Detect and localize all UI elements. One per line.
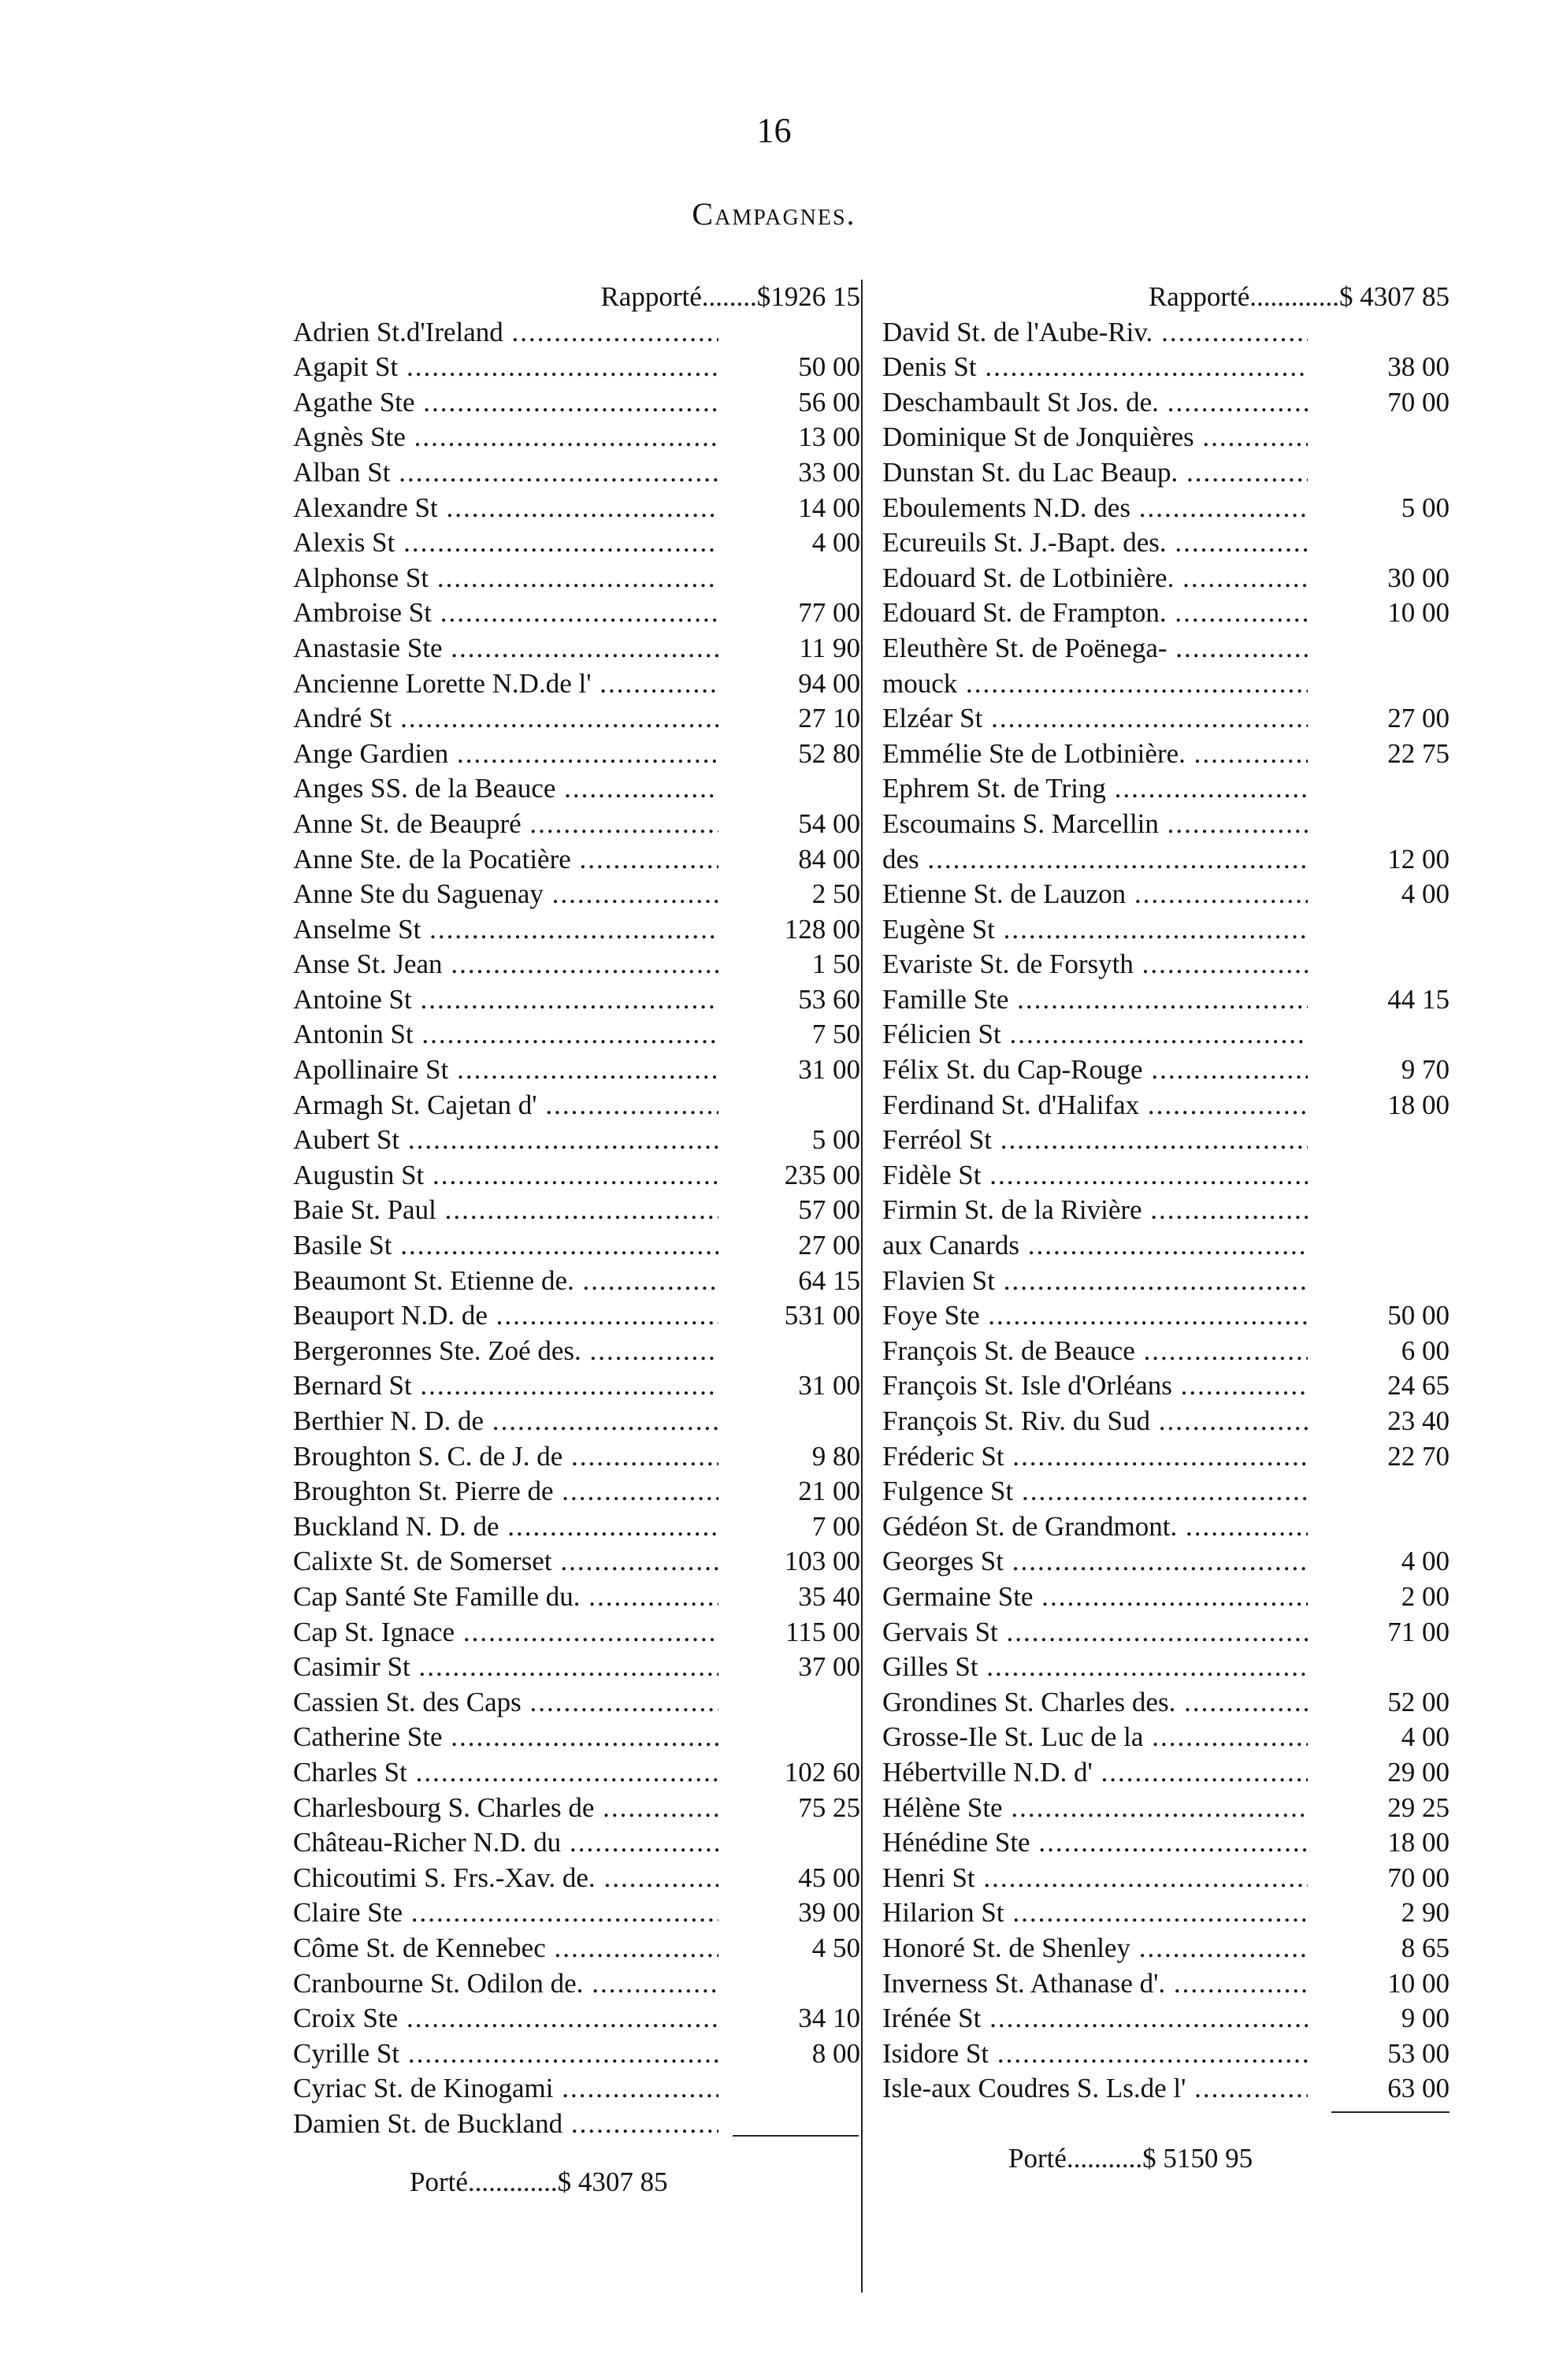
entry-name: Alexandre St .....: [293, 491, 718, 526]
entry-name: Fréderic St .....: [882, 1439, 1308, 1475]
entry-amount: 35 40: [729, 1580, 860, 1615]
entry-name: Hébertville N.D. d' .....: [882, 1755, 1308, 1791]
list-item: [293, 771, 860, 807]
entry-name: François St. Isle d'Orléans .....: [882, 1368, 1308, 1404]
entry-amount: 53 60: [729, 982, 860, 1018]
list-item: [882, 982, 1450, 1018]
list-item: [882, 947, 1450, 982]
list-item: [882, 1544, 1450, 1580]
list-item: [882, 842, 1450, 878]
list-item: [882, 2001, 1450, 2037]
entry-name: Cyrille St .....: [293, 2037, 718, 2072]
entry-name: Alexis St .....: [293, 525, 718, 561]
list-item: [882, 315, 1450, 351]
list-item: [882, 1334, 1450, 1369]
entry-amount: 18 00: [1319, 1825, 1450, 1861]
entry-name: Ecureuils St. J.-Bapt. des. .....: [882, 525, 1308, 561]
entry-name: aux Canards .....: [882, 1228, 1308, 1264]
list-item: [293, 385, 860, 421]
entry-name: Ferdinand St. d'Halifax .....: [882, 1088, 1308, 1123]
list-item: [293, 420, 860, 455]
list-item: [293, 561, 860, 596]
entry-name: Adrien St.d'Ireland .....: [293, 315, 718, 351]
list-item: [882, 912, 1450, 948]
list-item: [882, 877, 1450, 912]
right-total-rule: [1331, 2111, 1450, 2113]
list-item: [293, 1825, 860, 1861]
entry-amount: 22 70: [1319, 1439, 1450, 1475]
entry-name: Germaine Ste .....: [882, 1580, 1308, 1615]
column-divider: [861, 280, 863, 2293]
list-item: [882, 1088, 1450, 1123]
list-item: [882, 1580, 1450, 1615]
list-item: [882, 666, 1450, 702]
list-item: [882, 807, 1450, 842]
entry-amount: 56 00: [729, 385, 860, 421]
left-total-rule: [733, 2135, 859, 2137]
entry-name: Dunstan St. du Lac Beaup. .....: [882, 455, 1308, 491]
list-item: [882, 455, 1450, 491]
entry-amount: 50 00: [1319, 1298, 1450, 1334]
entry-name: François St. de Beauce .....: [882, 1334, 1308, 1369]
entry-amount: 53 00: [1319, 2037, 1450, 2072]
entry-name: Alban St .....: [293, 455, 718, 491]
list-item: [293, 1123, 860, 1158]
list-item: [293, 631, 860, 666]
list-item: [882, 1966, 1450, 2002]
entry-name: Ambroise St .....: [293, 596, 718, 631]
list-item: [293, 1580, 860, 1615]
entry-name: Gervais St .....: [882, 1615, 1308, 1650]
entry-name: Agapit St .....: [293, 350, 718, 385]
entry-amount: 4 00: [1319, 1720, 1450, 1755]
entry-amount: 70 00: [1319, 385, 1450, 421]
entry-amount: 27 00: [1319, 701, 1450, 737]
entry-name: Anne Ste. de la Pocatière .....: [293, 842, 718, 878]
list-item: [882, 350, 1450, 385]
entry-name: Damien St. de Buckland .....: [293, 2107, 718, 2142]
entry-name: David St. de l'Aube-Riv. .....: [882, 315, 1308, 351]
entry-name: Apollinaire St .....: [293, 1053, 718, 1088]
list-item: [293, 912, 860, 948]
entry-amount: 8 00: [729, 2037, 860, 2072]
list-item: [882, 1017, 1450, 1053]
entry-name: Cranbourne St. Odilon de. .....: [293, 1966, 718, 2002]
entry-name: Ancienne Lorette N.D.de l' .....: [293, 666, 718, 702]
entry-name: Irénée St .....: [882, 2001, 1308, 2037]
list-item: [882, 420, 1450, 455]
list-item: [293, 350, 860, 385]
entry-name: Edouard St. de Frampton. .....: [882, 596, 1308, 631]
list-item: [293, 525, 860, 561]
entry-name: Calixte St. de Somerset .....: [293, 1544, 718, 1580]
entry-name: Baie St. Paul .....: [293, 1193, 718, 1228]
entry-name: Edouard St. de Lotbinière. .....: [882, 561, 1308, 596]
entry-name: Eboulements N.D. des .....: [882, 491, 1308, 526]
entry-name: Famille Ste .....: [882, 982, 1308, 1018]
entry-name: Fidèle St .....: [882, 1158, 1308, 1194]
entry-amount: 1 50: [729, 947, 860, 982]
entry-name: Hélène Ste .....: [882, 1791, 1308, 1826]
list-item: [293, 1017, 860, 1053]
entry-amount: 5 00: [1319, 491, 1450, 526]
entry-amount: 4 50: [729, 1931, 860, 1966]
entry-name: Charlesbourg S. Charles de .....: [293, 1791, 718, 1826]
entry-name: Félicien St .....: [882, 1017, 1308, 1053]
entry-name: Cap Santé Ste Famille du. .....: [293, 1580, 718, 1615]
list-item: [882, 1404, 1450, 1439]
entry-name: Bernard St .....: [293, 1368, 718, 1404]
entry-amount: 21 00: [729, 1474, 860, 1509]
entry-amount: 531 00: [729, 1298, 860, 1334]
list-item: [293, 1334, 860, 1369]
entry-name: Beauport N.D. de .....: [293, 1298, 718, 1334]
entry-name: Isidore St .....: [882, 2037, 1308, 2072]
entry-name: Antoine St .....: [293, 982, 718, 1018]
entry-amount: 103 00: [729, 1544, 860, 1580]
list-item: [882, 1158, 1450, 1194]
list-item: [293, 1228, 860, 1264]
list-item: [293, 1755, 860, 1791]
list-item: [293, 315, 860, 351]
list-item: [293, 982, 860, 1018]
list-item: [293, 596, 860, 631]
entry-amount: 102 60: [729, 1755, 860, 1791]
entry-amount: 63 00: [1319, 2071, 1450, 2107]
entry-amount: 29 00: [1319, 1755, 1450, 1791]
right-carry-forward: Porté...........$ 5150 95: [1008, 2143, 1253, 2174]
left-brought-forward: Rapporté........$1926 15: [600, 281, 860, 312]
list-item: [293, 1404, 860, 1439]
right-brought-forward: Rapporté.............$ 4307 85: [1148, 281, 1450, 312]
list-item: [882, 2071, 1450, 2107]
page-title: Campagnes.: [692, 196, 856, 232]
list-item: [293, 1193, 860, 1228]
entry-name: Inverness St. Athanase d'. .....: [882, 1966, 1308, 2002]
list-item: [882, 771, 1450, 807]
entry-name: Eleuthère St. de Poënega- .....: [882, 631, 1308, 666]
entry-name: Claire Ste .....: [293, 1895, 718, 1931]
list-item: [882, 1931, 1450, 1966]
entry-amount: 11 90: [729, 631, 860, 666]
entry-amount: 9 80: [729, 1439, 860, 1475]
entry-amount: 31 00: [729, 1368, 860, 1404]
entry-amount: 77 00: [729, 596, 860, 631]
entry-name: Hilarion St .....: [882, 1895, 1308, 1931]
entry-name: André St .....: [293, 701, 718, 737]
entry-name: Emmélie Ste de Lotbinière. .....: [882, 737, 1308, 772]
list-item: [882, 1720, 1450, 1755]
entry-name: Félix St. du Cap-Rouge .....: [882, 1053, 1308, 1088]
entry-name: François St. Riv. du Sud .....: [882, 1404, 1308, 1439]
entry-amount: 9 00: [1319, 2001, 1450, 2037]
entry-name: Anastasie Ste .....: [293, 631, 718, 666]
list-item: [882, 1123, 1450, 1158]
right-column: [882, 280, 1450, 2107]
entry-amount: 37 00: [729, 1650, 860, 1685]
entry-name: Fulgence St .....: [882, 1474, 1308, 1509]
list-item: [293, 1685, 860, 1721]
list-item: [293, 1791, 860, 1826]
list-item: [293, 877, 860, 912]
entry-name: Cassien St. des Caps .....: [293, 1685, 718, 1721]
list-item: [293, 1931, 860, 1966]
list-item: [882, 1825, 1450, 1861]
entry-amount: 115 00: [729, 1615, 860, 1650]
list-item: [882, 1053, 1450, 1088]
entry-name: Aubert St .....: [293, 1123, 718, 1158]
list-item: [882, 385, 1450, 421]
list-item: [293, 1439, 860, 1475]
entry-name: Anselme St .....: [293, 912, 718, 948]
list-item: [882, 1791, 1450, 1826]
entry-amount: 5 00: [729, 1123, 860, 1158]
entry-name: Anne St. de Beaupré .....: [293, 807, 718, 842]
entry-amount: 75 25: [729, 1791, 860, 1826]
list-item: [882, 1264, 1450, 1299]
list-item: [293, 1264, 860, 1299]
entry-name: Chicoutimi S. Frs.-Xav. de. .....: [293, 1861, 718, 1896]
list-item: [882, 1861, 1450, 1896]
entry-amount: 9 70: [1319, 1053, 1450, 1088]
entry-name: Catherine Ste .....: [293, 1720, 718, 1755]
list-item: [293, 1088, 860, 1123]
entry-amount: 23 40: [1319, 1404, 1450, 1439]
page-number: 16: [756, 111, 792, 150]
entry-name: mouck .....: [882, 666, 1308, 702]
entry-amount: 34 10: [729, 2001, 860, 2037]
entry-name: Escoumains S. Marcellin .....: [882, 807, 1308, 842]
entry-amount: 27 00: [729, 1228, 860, 1264]
entry-amount: 13 00: [729, 420, 860, 455]
entry-name: Alphonse St .....: [293, 561, 718, 596]
entry-name: Gilles St .....: [882, 1650, 1308, 1685]
list-item: [882, 1439, 1450, 1475]
entry-amount: 4 00: [729, 525, 860, 561]
list-item: [882, 1509, 1450, 1545]
entry-amount: 54 00: [729, 807, 860, 842]
entry-amount: 4 00: [1319, 1544, 1450, 1580]
entry-amount: 71 00: [1319, 1615, 1450, 1650]
list-item: [293, 737, 860, 772]
list-item: [882, 1650, 1450, 1685]
list-item: [293, 1158, 860, 1194]
entry-name: Château-Richer N.D. du .....: [293, 1825, 718, 1861]
entry-amount: 235 00: [729, 1158, 860, 1194]
entry-amount: 64 15: [729, 1264, 860, 1299]
entry-name: Buckland N. D. de .....: [293, 1509, 718, 1545]
entry-name: Hénédine Ste .....: [882, 1825, 1308, 1861]
list-item: [882, 561, 1450, 596]
entry-amount: 128 00: [729, 912, 860, 948]
entry-name: Deschambault St Jos. de. .....: [882, 385, 1308, 421]
entry-amount: 84 00: [729, 842, 860, 878]
entry-name: Broughton St. Pierre de .....: [293, 1474, 718, 1509]
list-item: [293, 491, 860, 526]
entry-name: Georges St .....: [882, 1544, 1308, 1580]
entry-name: Gédéon St. de Grandmont. .....: [882, 1509, 1308, 1545]
entry-name: Flavien St .....: [882, 1264, 1308, 1299]
entry-name: Ephrem St. de Tring .....: [882, 771, 1308, 807]
entry-amount: 29 25: [1319, 1791, 1450, 1826]
entry-amount: 10 00: [1319, 1966, 1450, 2002]
entry-name: Côme St. de Kennebec .....: [293, 1931, 718, 1966]
entry-amount: 18 00: [1319, 1088, 1450, 1123]
list-item: [882, 1685, 1450, 1721]
list-item: [293, 807, 860, 842]
list-item: [293, 1298, 860, 1334]
entry-name: Isle-aux Coudres S. Ls.de l' .....: [882, 2071, 1308, 2107]
list-item: [293, 1895, 860, 1931]
entry-name: Etienne St. de Lauzon .....: [882, 877, 1308, 912]
list-item: [293, 1615, 860, 1650]
list-item: [293, 2001, 860, 2037]
list-item: [882, 1895, 1450, 1931]
entry-name: Cap St. Ignace .....: [293, 1615, 718, 1650]
entry-amount: 27 10: [729, 701, 860, 737]
entry-amount: 38 00: [1319, 350, 1450, 385]
entry-name: Honoré St. de Shenley .....: [882, 1931, 1308, 1966]
list-item: [882, 737, 1450, 772]
list-item: [882, 1228, 1450, 1264]
list-item: [293, 1966, 860, 2002]
list-item: [882, 1298, 1450, 1334]
list-item: [882, 596, 1450, 631]
list-item: [882, 1615, 1450, 1650]
list-item: [293, 947, 860, 982]
entry-name: Augustin St .....: [293, 1158, 718, 1194]
entry-name: Charles St .....: [293, 1755, 718, 1791]
entry-name: Bergeronnes Ste. Zoé des. .....: [293, 1334, 718, 1369]
list-item: [293, 1650, 860, 1685]
entry-amount: 22 75: [1319, 737, 1450, 772]
entry-name: Armagh St. Cajetan d' .....: [293, 1088, 718, 1123]
entry-amount: 2 00: [1319, 1580, 1450, 1615]
entry-amount: 12 00: [1319, 842, 1450, 878]
list-item: [293, 1861, 860, 1896]
entry-amount: 2 50: [729, 877, 860, 912]
entry-amount: 24 65: [1319, 1368, 1450, 1404]
entry-name: Dominique St de Jonquières .....: [882, 420, 1308, 455]
left-column: [293, 280, 860, 2141]
entry-amount: 44 15: [1319, 982, 1450, 1018]
list-item: [293, 1368, 860, 1404]
entry-name: Anges SS. de la Beauce .....: [293, 771, 718, 807]
entry-amount: 2 90: [1319, 1895, 1450, 1931]
entry-name: Beaumont St. Etienne de. .....: [293, 1264, 718, 1299]
list-item: [293, 1720, 860, 1755]
list-item: [293, 666, 860, 702]
entry-amount: 7 50: [729, 1017, 860, 1053]
list-item: [293, 1544, 860, 1580]
entry-amount: 70 00: [1319, 1861, 1450, 1896]
entry-name: Foye Ste .....: [882, 1298, 1308, 1334]
entry-name: Berthier N. D. de .....: [293, 1404, 718, 1439]
list-item: [882, 1474, 1450, 1509]
entry-amount: 6 00: [1319, 1334, 1450, 1369]
entry-name: Cyriac St. de Kinogami .....: [293, 2071, 718, 2107]
entry-name: Antonin St .....: [293, 1017, 718, 1053]
entry-name: Eugène St .....: [882, 912, 1308, 948]
left-carry-forward: Porté.............$ 4307 85: [410, 2167, 668, 2197]
entry-amount: 31 00: [729, 1053, 860, 1088]
list-item: [882, 491, 1450, 526]
entry-name: Grosse-Ile St. Luc de la .....: [882, 1720, 1308, 1755]
entry-name: Basile St .....: [293, 1228, 718, 1264]
list-item: [293, 2037, 860, 2072]
list-item: [882, 1368, 1450, 1404]
list-item: [293, 701, 860, 737]
list-item: [882, 525, 1450, 561]
entry-name: Anse St. Jean .....: [293, 947, 718, 982]
list-item: [293, 1474, 860, 1509]
entry-name: Grondines St. Charles des. .....: [882, 1685, 1308, 1721]
entry-name: Broughton S. C. de J. de .....: [293, 1439, 718, 1475]
entry-amount: 94 00: [729, 666, 860, 702]
entry-name: Agathe Ste .....: [293, 385, 718, 421]
entry-amount: 4 00: [1319, 877, 1450, 912]
entry-amount: 14 00: [729, 491, 860, 526]
list-item: [293, 842, 860, 878]
entry-amount: 33 00: [729, 455, 860, 491]
entry-name: Elzéar St .....: [882, 701, 1308, 737]
list-item: [293, 1509, 860, 1545]
entry-amount: 7 00: [729, 1509, 860, 1545]
entry-amount: 39 00: [729, 1895, 860, 1931]
entry-name: Anne Ste du Saguenay .....: [293, 877, 718, 912]
entry-name: Croix Ste .....: [293, 2001, 718, 2037]
entry-name: Ferréol St .....: [882, 1123, 1308, 1158]
entry-name: Evariste St. de Forsyth .....: [882, 947, 1308, 982]
entry-amount: 57 00: [729, 1193, 860, 1228]
entry-name: Casimir St .....: [293, 1650, 718, 1685]
entry-name: Firmin St. de la Rivière .....: [882, 1193, 1308, 1228]
entry-name: Ange Gardien .....: [293, 737, 718, 772]
list-item: [882, 1193, 1450, 1228]
list-item: [882, 701, 1450, 737]
entry-amount: 30 00: [1319, 561, 1450, 596]
entry-amount: 45 00: [729, 1861, 860, 1896]
list-item: [882, 1755, 1450, 1791]
entry-amount: 52 80: [729, 737, 860, 772]
entry-amount: 10 00: [1319, 596, 1450, 631]
list-item: [882, 631, 1450, 666]
list-item: [293, 455, 860, 491]
entry-name: Denis St .....: [882, 350, 1308, 385]
list-item: [293, 2071, 860, 2107]
entry-name: Henri St .....: [882, 1861, 1308, 1896]
list-item: [293, 1053, 860, 1088]
entry-name: Agnès Ste .....: [293, 420, 718, 455]
entry-amount: 52 00: [1319, 1685, 1450, 1721]
list-item: [882, 2037, 1450, 2072]
entry-amount: 8 65: [1319, 1931, 1450, 1966]
entry-amount: 50 00: [729, 350, 860, 385]
entry-name: des .....: [882, 842, 1308, 878]
